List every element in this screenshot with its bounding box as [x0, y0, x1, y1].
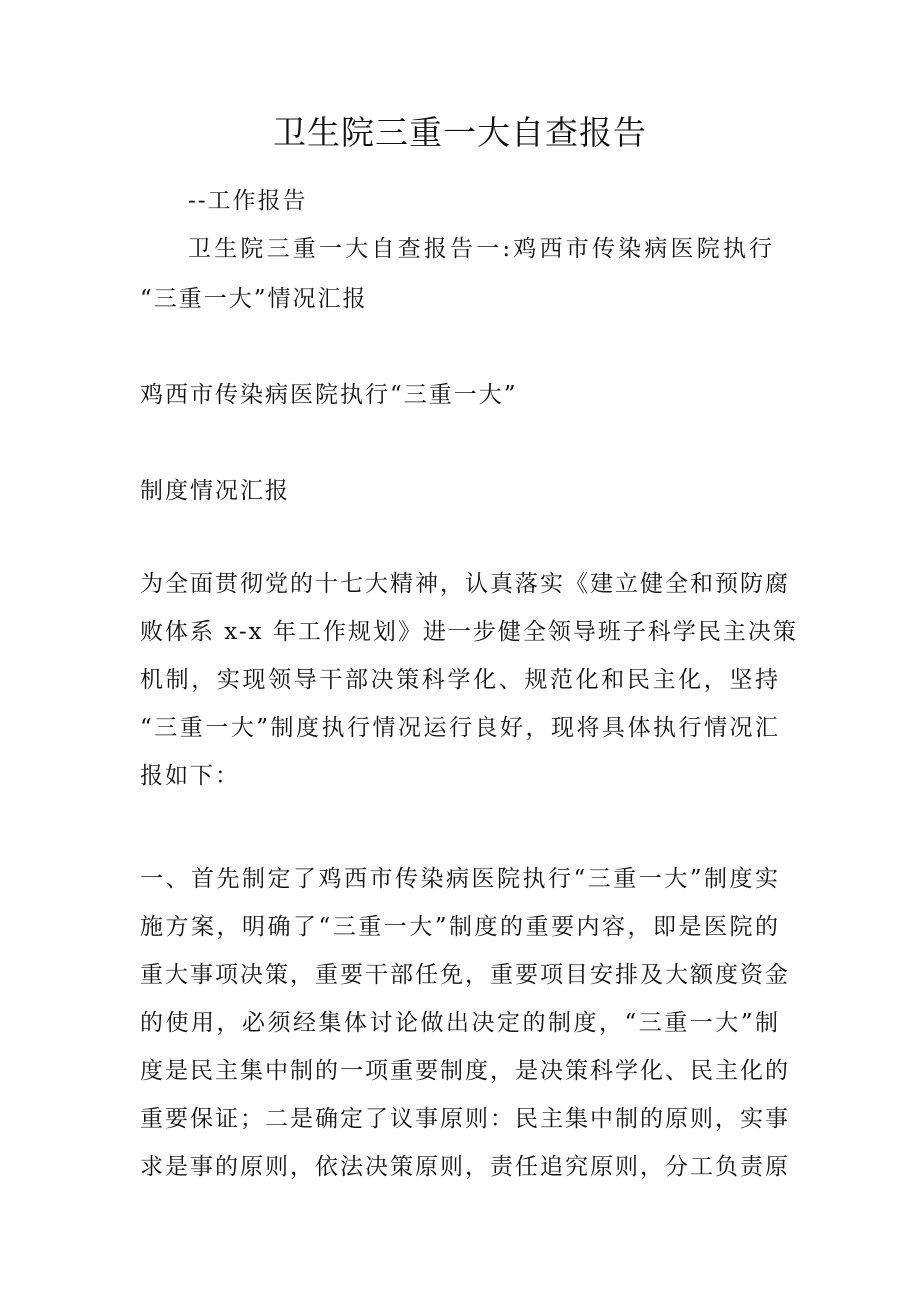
intro-line-2: “三重一大”情况汇报 [140, 286, 368, 312]
paragraph-2-line: 施方案，明确了“三重一大”制度的重要内容，即是医院的 [140, 914, 780, 940]
paragraph-1-line: 报如下： [140, 763, 240, 789]
paragraph-2-line: 一、首先制定了鸡西市传染病医院执行“三重一大”制度实 [140, 866, 780, 892]
paragraph-1-line: 败体系 x-x 年工作规划》进一步健全领导班子科学民主决策 [140, 619, 798, 645]
document-title: 卫生院三重一大自查报告 [273, 113, 647, 152]
paragraph-2-line: 的使用，必须经集体讨论做出决定的制度，“三重一大”制 [140, 1010, 780, 1036]
paragraph-1-line: “三重一大”制度执行情况运行良好，现将具体执行情况汇 [140, 715, 780, 741]
paragraph-2-line: 度是民主集中制的一项重要制度，是决策科学化、民主化的 [140, 1058, 790, 1084]
category-line: --工作报告 [188, 188, 308, 214]
heading-line-2: 制度情况汇报 [140, 478, 290, 504]
paragraph-2 [140, 855, 790, 1191]
heading-line-1: 鸡西市传染病医院执行“三重一大” [140, 382, 518, 408]
paragraph-2-line: 重大事项决策，重要干部任免，重要项目安排及大额度资金 [140, 962, 790, 988]
paragraph-2-line: 重要保证；二是确定了议事原则：民主集中制的原则，实事 [140, 1106, 790, 1132]
paragraph-1-line: 机制，实现领导干部决策科学化、规范化和民主化，坚持 [140, 667, 780, 693]
paragraph-1 [140, 560, 798, 800]
paragraph-1-line: 为全面贯彻党的十七大精神，认真落实《建立健全和预防腐 [140, 571, 790, 597]
intro-line-1: 卫生院三重一大自查报告一:鸡西市传染病医院执行 [188, 236, 776, 262]
paragraph-2-line: 求是事的原则，依法决策原则，责任追究原则，分工负责原 [140, 1154, 790, 1180]
